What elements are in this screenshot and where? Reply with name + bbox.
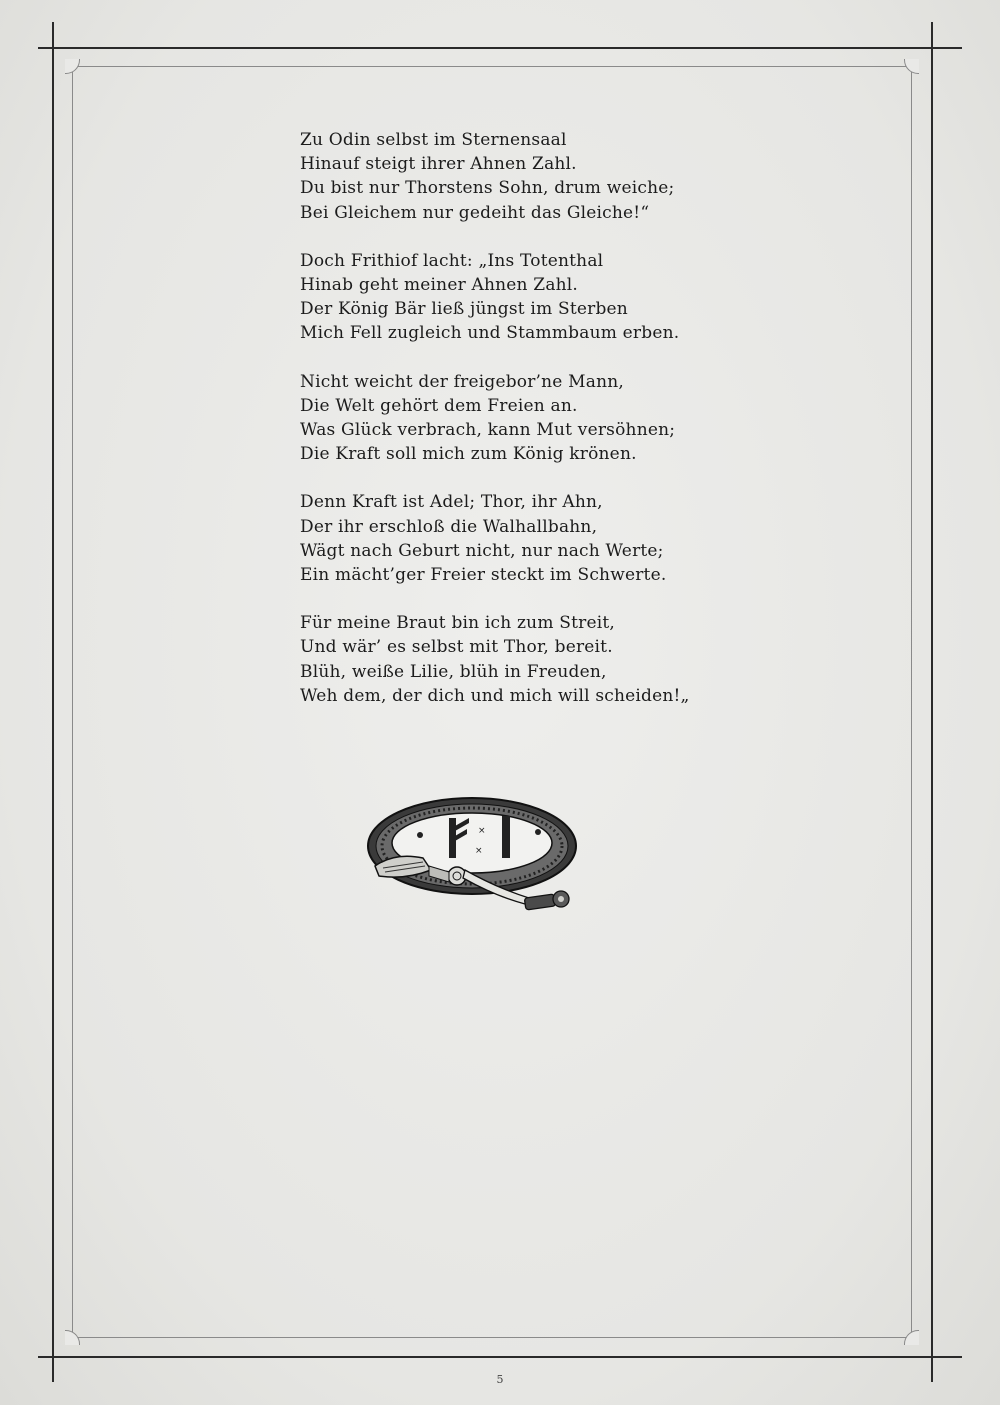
poem-line: Doch Frithiof lacht: „Ins Totenthal <box>300 250 604 271</box>
poem <box>300 128 720 732</box>
poem-line: Der König Bär ließ jüngst im Sterben <box>300 299 628 320</box>
poem-line: Hinauf steigt ihrer Ahnen Zahl. <box>300 154 577 175</box>
poem-line: Für meine Braut bin ich zum Streit, <box>300 613 615 634</box>
stanza-2 <box>300 249 720 346</box>
frame-corner-bottom-right <box>904 1330 919 1345</box>
page-number: 5 <box>496 1373 504 1386</box>
frame-rule-left <box>52 22 54 1382</box>
stanza-3 <box>300 370 720 467</box>
rune-ring-sword-icon <box>365 786 580 921</box>
poem-line: Ein mächt’ger Freier steckt im Schwerte. <box>300 565 667 586</box>
frame-corner-top-left <box>65 59 80 74</box>
poem-line: Weh dem, der dich und mich will scheiden!„ <box>300 685 690 706</box>
svg-text:×: × <box>475 846 483 856</box>
poem-line: Nicht weicht der freigebor’ne Mann, <box>300 371 625 392</box>
poem-line: Und wär’ es selbst mit Thor, bereit. <box>300 637 613 658</box>
stanza-1 <box>300 128 720 225</box>
poem-line: Bei Gleichem nur gedeiht das Gleiche!“ <box>300 202 650 223</box>
poem-line: Der ihr erschloß die Walhallbahn, <box>300 516 598 537</box>
poem-line: Was Glück verbrach, kann Mut versöhnen; <box>300 420 676 441</box>
frame-rule-top <box>38 47 962 49</box>
stanza-4 <box>300 490 720 587</box>
poem-line: Du bist nur Thorstens Sohn, drum weiche; <box>300 178 675 199</box>
poem-line: Die Kraft soll mich zum König krönen. <box>300 444 637 465</box>
frame-rule-bottom <box>38 1356 962 1358</box>
poem-line: Die Welt gehört dem Freien an. <box>300 395 578 416</box>
poem-line: Zu Odin selbst im Sternensaal <box>300 130 567 150</box>
stanza-5 <box>300 611 720 708</box>
poem-line: Mich Fell zugleich und Stammbaum erben. <box>300 323 680 344</box>
frame-corner-bottom-left <box>65 1330 80 1345</box>
poem-line: Wägt nach Geburt nicht, nur nach Werte; <box>300 540 664 561</box>
poem-line: Blüh, weiße Lilie, blüh in Freuden, <box>300 661 607 682</box>
poem-line: Denn Kraft ist Adel; Thor, ihr Ahn, <box>300 492 603 513</box>
poem-line: Hinab geht meiner Ahnen Zahl. <box>300 275 579 296</box>
frame-rule-right <box>931 22 933 1382</box>
frame-corner-top-right <box>904 59 919 74</box>
svg-text:×: × <box>478 826 486 836</box>
